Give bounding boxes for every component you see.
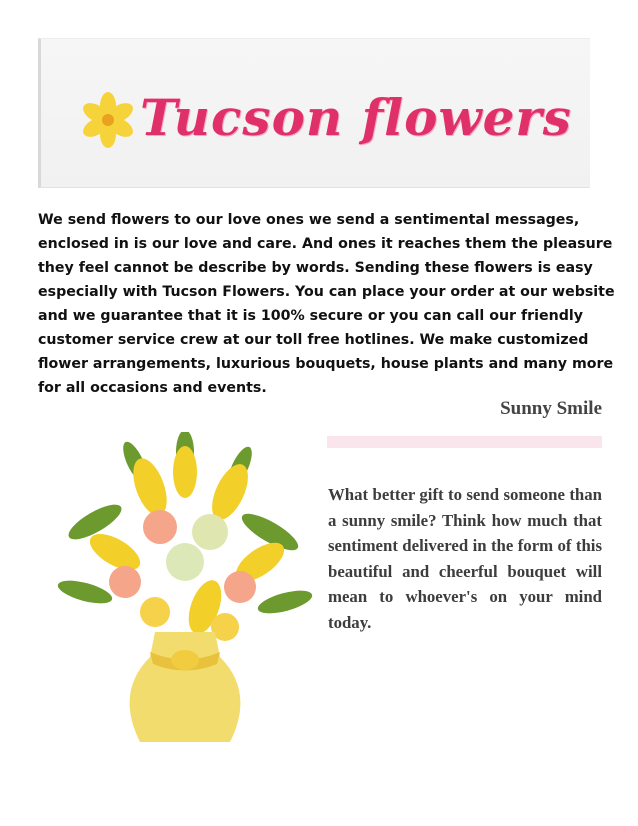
intro-line: for all occasions and events. [38, 380, 267, 396]
intro-line: they feel cannot be describe by words. Sending these flowers is easy [38, 260, 593, 276]
intro-line: We send flowers to our love ones we send a sentimental messages, [38, 212, 580, 228]
intro-line: customer service crew at our toll free hotlines. We make customized [38, 332, 589, 348]
bouquet-image [55, 432, 315, 762]
intro-line: flower arrangements, luxurious bouquets, house plants and many more [38, 356, 614, 372]
product-description: What better gift to send someone than a sunny smile? Think how much that sentiment delivered in the form of this beautiful and cheerful bouquet will mean to whoever's on your mind today. [328, 485, 602, 632]
product-title: Sunny Smile [500, 398, 602, 419]
intro-paragraph [38, 208, 615, 400]
intro-line: especially with Tucson Flowers. You can place your order at our website [38, 284, 615, 300]
intro-line: enclosed in is our love and care. And ones it reaches them the pleasure [38, 236, 613, 252]
intro-line: and we guarantee that it is 100% secure or you can call our friendly [38, 308, 584, 324]
flower-logo-icon [78, 90, 138, 150]
brand-logo-text: Tucson flowers [140, 88, 572, 147]
title-divider-bar [327, 436, 602, 448]
